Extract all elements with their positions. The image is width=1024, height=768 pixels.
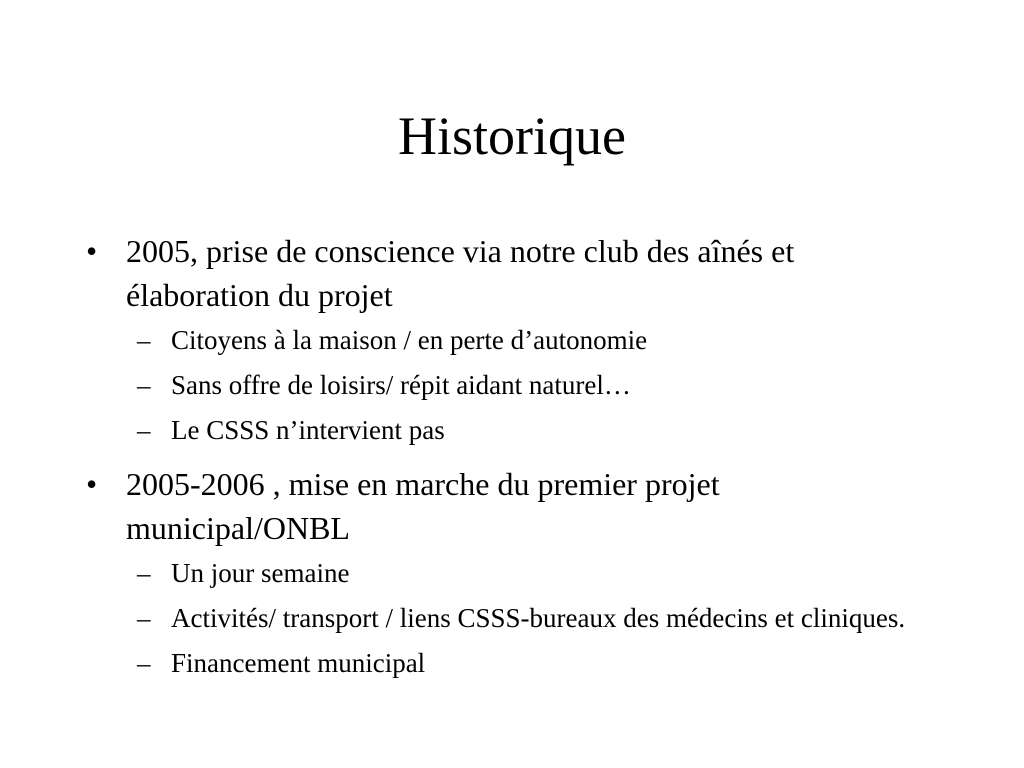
sub-bullet-item xyxy=(137,554,946,592)
sub-bullet-list xyxy=(86,321,946,449)
bullet-text: 2005-2006 , mise en marche du premier projet municipal/ONBL xyxy=(126,466,720,546)
sub-bullet-text: Un jour semaine xyxy=(171,558,350,588)
sub-bullet-text: Activités/ transport / liens CSSS-bureaux des médecins et cliniques. xyxy=(171,603,906,633)
sub-bullet-item xyxy=(137,321,946,359)
bullet-item xyxy=(86,462,946,550)
slide-title: Historique xyxy=(398,106,626,166)
bullet-group xyxy=(86,462,946,682)
bullet-icon: • xyxy=(86,466,98,502)
sub-bullet-text: Sans offre de loisirs/ répit aidant naturel… xyxy=(171,370,631,400)
dash-icon: – xyxy=(137,558,151,588)
sub-bullet-item xyxy=(137,644,946,682)
bullet-icon: • xyxy=(86,233,98,269)
sub-bullet-item xyxy=(137,599,946,637)
dash-icon: – xyxy=(137,603,151,633)
dash-icon: – xyxy=(137,370,151,400)
sub-bullet-text: Citoyens à la maison / en perte d’autonomie xyxy=(171,325,648,355)
dash-icon: – xyxy=(137,648,151,678)
dash-icon: – xyxy=(137,415,151,445)
bullet-item xyxy=(86,229,946,317)
dash-icon: – xyxy=(137,325,151,355)
sub-bullet-text: Financement municipal xyxy=(171,648,426,678)
bullet-group xyxy=(86,229,946,449)
sub-bullet-text: Le CSSS n’intervient pas xyxy=(171,415,445,445)
sub-bullet-list xyxy=(86,554,946,682)
sub-bullet-item xyxy=(137,411,946,449)
sub-bullet-item xyxy=(137,366,946,404)
bullet-text: 2005, prise de conscience via notre club des aînés et élaboration du projet xyxy=(126,233,795,313)
slide-body xyxy=(86,229,946,695)
